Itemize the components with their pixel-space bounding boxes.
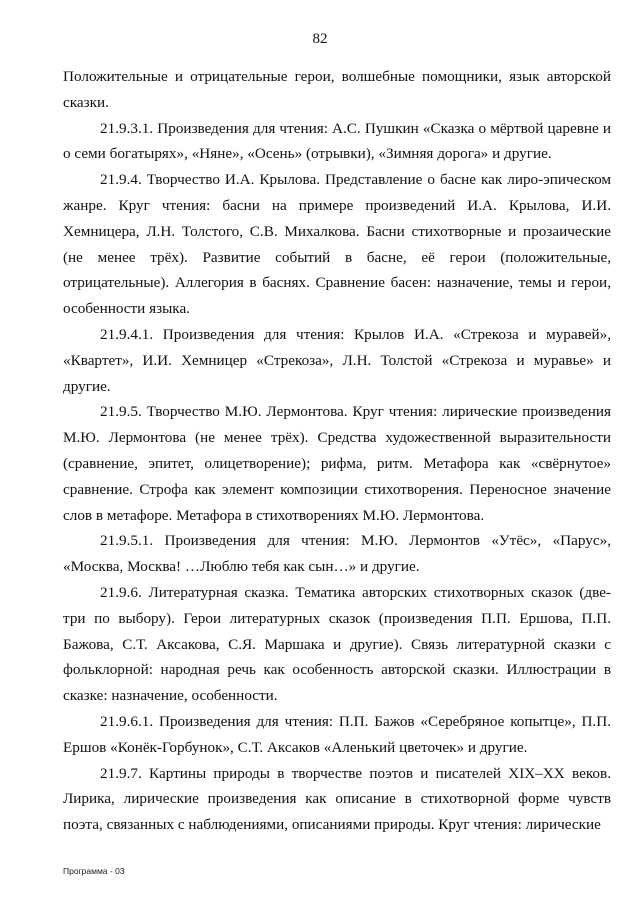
footer-program-label: Программа - 03 [63, 866, 125, 876]
paragraph-heroes: Положительные и отрицательные герои, волшебные помощники, язык авторской сказки. [63, 68, 611, 111]
paragraph-21-9-6-1: 21.9.6.1. Произведения для чтения: П.П. Бажов «Серебряное копытце», П.П. Ершов «Конёк-Горбунок», С.Т. Аксаков «Аленький цветочек» и другие. [63, 712, 611, 756]
paragraph-21-9-5: 21.9.5. Творчество М.Ю. Лермонтова. Круг чтения: лирические произведения М.Ю. Лермонтова (не менее трёх). Средства художественной выразительности (сравнение, эпитет, олицетворение); рифма, ритм. Метафора как «свёрнутое» сравнение. Строфа как элемент композиции стихотворения. Переносное значение слов в метафоре. Метафора в стихотворениях М.Ю. Лермонтова. [63, 403, 611, 524]
paragraph-21-9-3-1: 21.9.3.1. Произведения для чтения: А.С. Пушкин «Сказка о мёртвой царевне и о семи богатырях», «Няне», «Осень» (отрывки), «Зимняя дорога» и другие. [63, 119, 611, 163]
paragraph-21-9-5-1: 21.9.5.1. Произведения для чтения: М.Ю. Лермонтов «Утёс», «Парус», «Москва, Москва! …Люблю тебя как сын…» и другие. [63, 532, 611, 576]
paragraph-21-9-4-1: 21.9.4.1. Произведения для чтения: Крылов И.А. «Стрекоза и муравей», «Квартет», И.И. Хемницер «Стрекоза», Л.Н. Толстой «Стрекоза и муравье» и другие. [63, 325, 611, 395]
page-number: 82 [312, 31, 328, 47]
document-body [63, 64, 611, 838]
paragraph-21-9-6: 21.9.6. Литературная сказка. Тематика авторских стихотворных сказок (две-три по выбору). Герои литературных сказок (произведения П.П. Ершова, П.П. Бажова, С.Т. Аксакова, С.Я. Маршака и другие). Связь литературной сказки с фольклорной: народная речь как особенность авторской сказки. Иллюстрации в сказке: назначение, особенности. [63, 583, 611, 705]
paragraph-21-9-4: 21.9.4. Творчество И.А. Крылова. Представление о басне как лиро-эпическом жанре. Круг чтения: басни на примере произведений И.А. Крылова, И.И. Хемницера, Л.Н. Толстого, С.В. Михалкова. Басни стихотворные и прозаические (не менее трёх). Развитие событий в басне, её герои (положительные, отрицательные). Аллегория в баснях. Сравнение басен: назначение, темы и герои, особенности языка. [63, 171, 611, 318]
paragraph-21-9-7: 21.9.7. Картины природы в творчестве поэтов и писателей XIX–XX веков. Лирика, лирические произведения как описание в стихотворной форме чувств поэта, связанных с наблюдениями, описаниями природы. Круг чтения: лирические [63, 764, 611, 834]
